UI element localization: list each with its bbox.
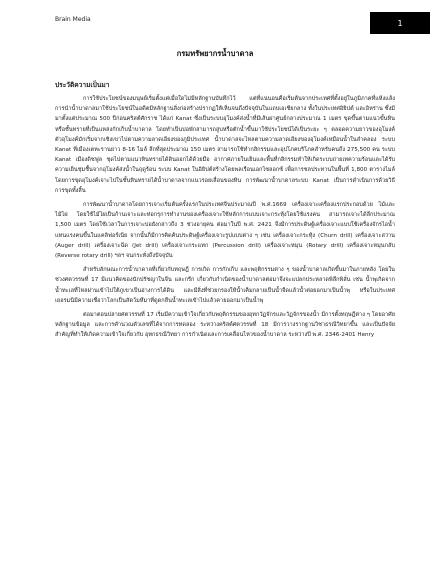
document-title: กรมทรัพยากรน้ำบาดาล xyxy=(176,49,254,58)
paragraph: การใช้ประโยชน์ของมนุษย์เริ่มตั้งแต่เมื่อใดไม่มีหลักฐานบันทึกไว้ แต่ที่แน่นอนคือเริ่มต้นจากประเทศที่ตั้งอยู่ในภูมิภาคที่แห้งแล้ง การนำน้ำบาดาลมาใช้ประโยชน์ในอดีตมีหลักฐานสิ่งก่อสร้างปรากฏให้เห็นจนถึงปัจจุบันในแถบเอเชียกลาง ทั้งในประเทศอิยิปต์ และอิหร่าน ซึ่งมีมาตั้งแต่ประมาณ 500 ปีก่อนคริสต์ศักราช ได้แก่ Kanat ซึ่งเป็นระบบอุโมงค์ส่งน้ำที่มีเส้นผ่าศูนย์กลางประมาณ 1 เมตร ขุดขึ้นตามแนวขั้นหินหรือชั้นทรายที่เป็นแหล่งกักเก็บน้ำบาดาล โดยทำเป็นบ่อพักสามารถสูบหรือตักน้ำขึ้นมาใช้ประโยชน์ได้เป็นระยะ ๆ ตลอดความยาวของอุโมงค์ ตัวอุโมงค์มักเริ่มจากเชิงเขาไปตามความลาดเอียงของภูมิประเทศ น้ำบาดาลจะไหลตามความลาดเอียงของอุโมงค์เหมือนน้ำในลำคลอง ระบบ Kanat ที่เมืองเตหะรานยาว 8-16 ไมล์ ลึกที่สุดประมาณ 150 เมตร สามารถใช้ทำกสิกรรมและอุปโภคบริโภคสำหรับคนถึง 275,500 คน ระบบ Kanat เมืองดิชฟูล ชุดไปตามแนวหินทรายได้ดินออกได้ด้วยมือ อากาศภายในเย็นและพื้นที่กสิกรรมทำให้เกิดระบบถ่ายเทความร้อนและได้รับความเย็นชุ่มชื้นจากอุโมงค์ส่งน้ำในฤดูร้อน ระบบ Kanat ในอิยิปต์สร้างโดยพลเรือนเอกไซลอกซ์ เพื่อการชลประทานในพื้นที่ 1,800 ตารางไมล์ โดยการขุดอุโมงค์เจาะไปในชั้นหินทรายได้น้ำบาดาลจากแนวรอยเลื่อนของหิน การพัฒนาน้ำบาดาลระบบ Kanat เป็นการดำเนินการด้วยวิธีการขุดทั้งสิ้น xyxy=(55,96,395,194)
section-heading: ประวัติความเป็นมา xyxy=(55,81,110,89)
document-body xyxy=(55,80,395,345)
paragraph: การพัฒนาน้ำบาดาลโดยการเจาะเริ่มต้นครั้งแรกในประเทศจีนประมาณปี พ.ศ.1669 เครื่องเจาะเครื่องแรกประกอบด้วย ไม้และไม้ไผ่ โดยใช้ไม้ไผ่เป็นก้านเจาะและท่อกรุการทำงานของเครื่องเจาะใช้หลักการแบบเจาะกระทุ้งโดยใช้แรงคน สามารถเจาะได้ลึกประมาณ 1,500 เมตร โดยใช้เวลาในการเจาะบ่อยังกล่าวถึง 3 ช่วงอายุคน ต่อมาในปี พ.ศ. 2421 จึงมีการประดิษฐ์เครื่องเจาะแบบใช้เครื่องจักรไอน้ำแทนแรงคนขึ้นในแคลิฟอร์เนีย จากนั้นก็มีการคิดค้นประดิษฐ์เครื่องเจาะรูปแบบต่าง ๆ เช่น เครื่องเจาะกระทุ้ง (Churn drill) เครื่องเจาะสว่าน (Auger drill) เครื่องเจาะฉีด (Jet drill) เครื่องเจาะกระแทก (Percussion drill) เครื่องเจาะหมุน (Rotary drill) เครื่องเจาะหมุนกลับ (Reverse rotary drill) ฯลฯ จนกระทั่งถึงปัจจุบัน xyxy=(55,202,395,260)
paragraph: ต่อมาตอนปลายศตวรรษที่ 17 เริ่มมีความเข้าใจเกี่ยวกับพฤติกรรมของอุทกวัฏจักรและวัฏจักรของน้ำ มีการตั้งทฤษฎีต่าง ๆ โดยอาศัยหลักฐานข้อมูล และการคำนวณตัวเลขที่ได้จากการทดลอง ระหว่างคริสต์ศตวรรษที่ 18 มีการวางรากฐานวิชาธรณีวิทยาขึ้น และเป็นปัจจัยสำคัญที่ทำให้เกิดความเข้าใจเกี่ยวกับ อุทกธรณีวิทยา การกำเนิดและการเคลื่อนไหวของน้ำบาดาล ระหว่างปี พ.ศ. 2346-2401 Henry xyxy=(55,312,395,339)
header-organization: Brain Media xyxy=(55,16,91,23)
page-number-badge: 1 xyxy=(370,12,430,34)
paragraph: สำหรับลักษณะการน้ำบาดาลที่เกี่ยวกับทฤษฎี การเกิด การกักเก็บ และพฤติกรรมต่าง ๆ ของน้ำบาดาลเกิดขึ้นมาในภายหลัง โดยในช่วงศตวรรษที่ 17 มีแนวคิดของนักปรัชญาในจีน และกรีก เกี่ยวกับกำเนิดของน้ำบาดาลต่อมาจึงจะแปลกประหลาดพิลึกพิลั่น เช่น น้ำพุเกิดจากน้ำทะเลที่ไหลผ่านเข้าไปใต้ภูเขาเป็นอ่างการได้ดิน และมีสิ่งที่ช่วยกรองให้น้ำเค็มกลายเป็นน้ำจืดแล้วน้ำต่อยอกมาเป็นน้ำพุ หรือในประเทศเยอรมนีมีความเชื่อว่าโลกเป็นสัตว์มหึมาที่ดูดกลืนน้ำทะเลเข้าไปแล้วคายออกมาเป็นน้ำพุ xyxy=(55,267,395,304)
